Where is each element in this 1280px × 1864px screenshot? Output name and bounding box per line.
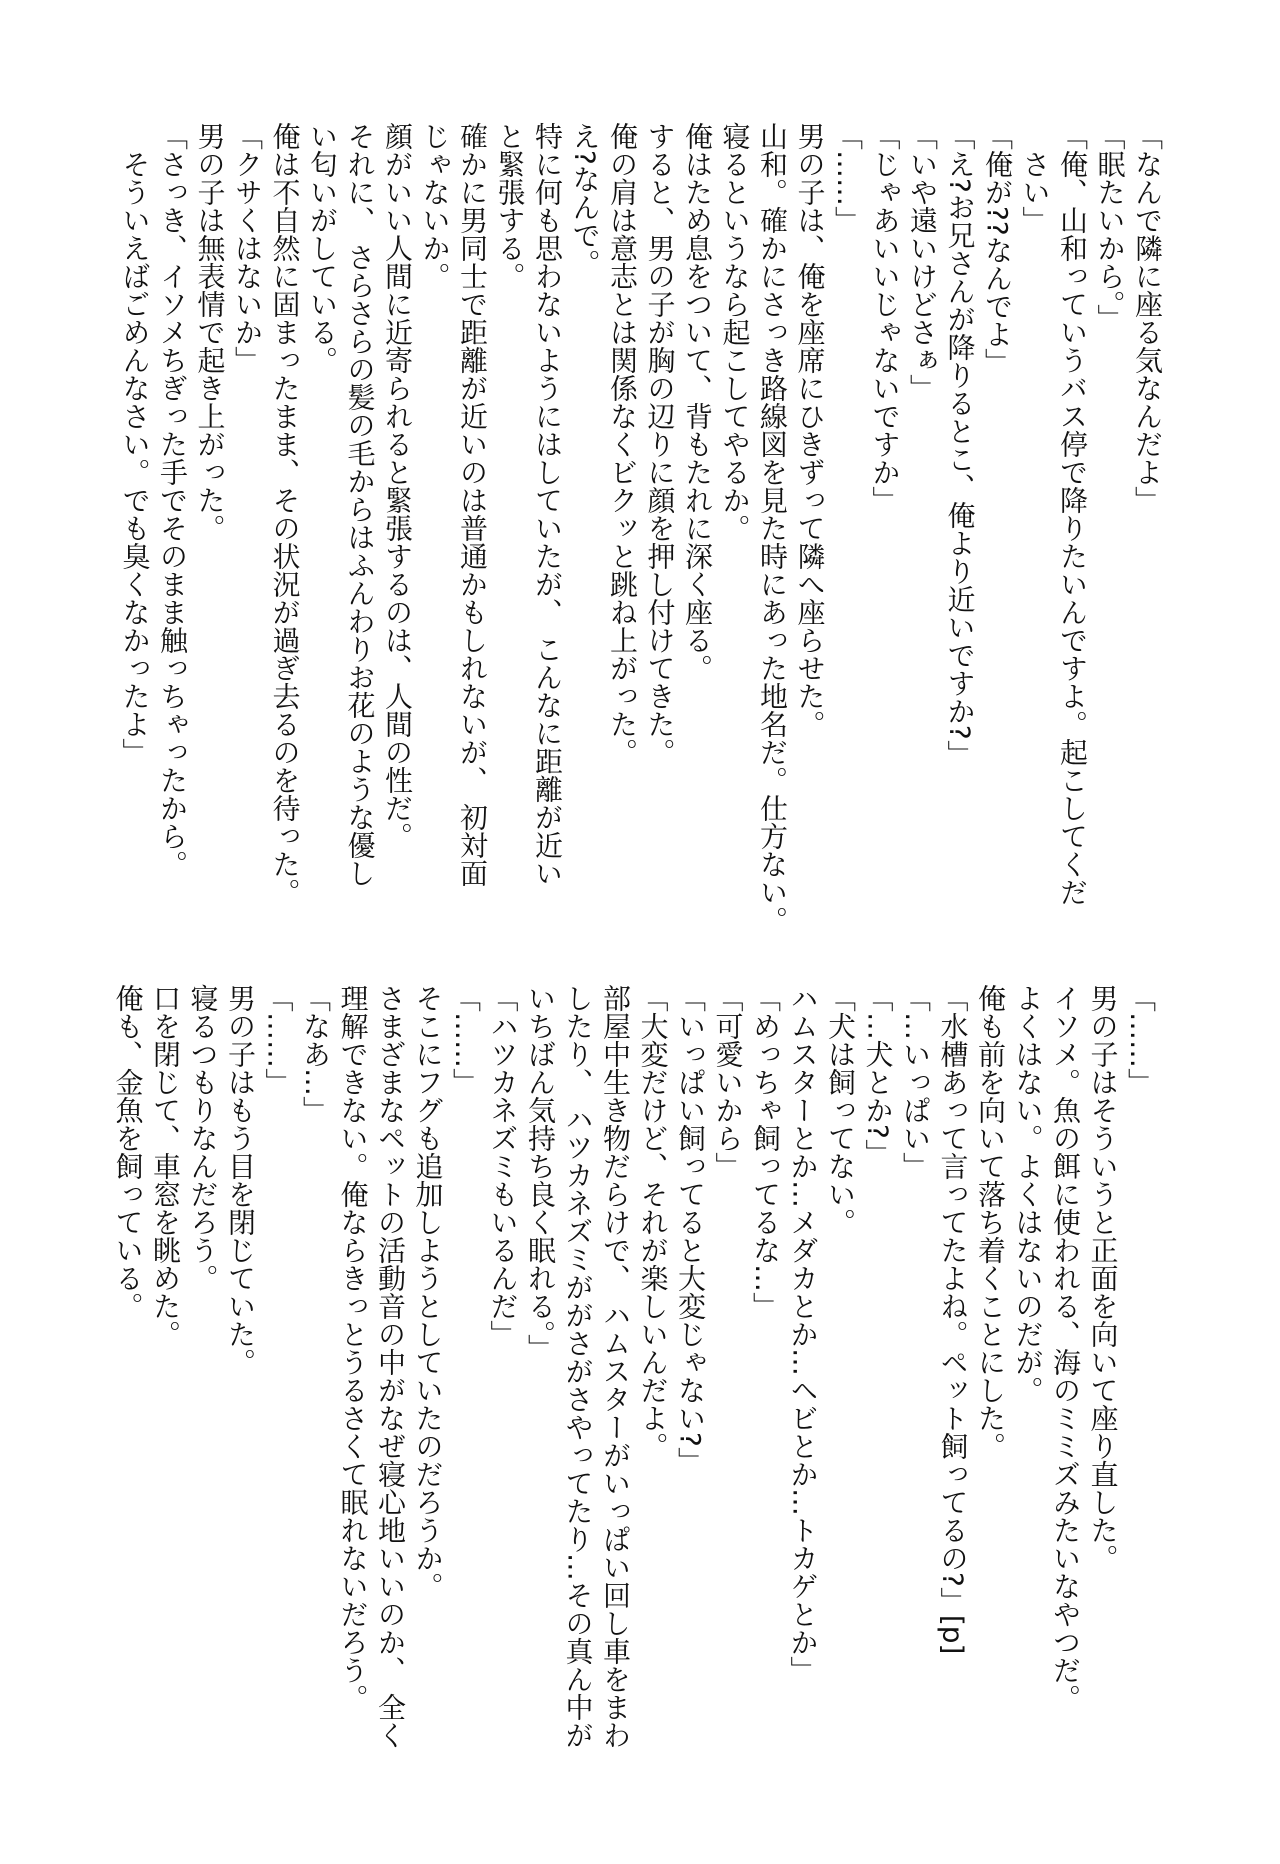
text-line: え?なんで。 — [568, 122, 602, 277]
text-line: 部屋中生き物だらけで、 ハムスターがいっぱい回し車をまわ — [599, 984, 632, 1749]
text-line: 「大変だけど、それが楽しいんだよ。 — [636, 984, 670, 1460]
text-line: 「……」 — [261, 984, 295, 1096]
text-line: 「いっぱい飼ってると大変じゃない?」 — [674, 984, 707, 1475]
text-line: 「え?お兄さんが降りるとこ、俺より近いですか?」 — [943, 122, 977, 768]
text-line: 「なあ…」 — [299, 984, 332, 1124]
text-line: 「クサくはないか」 — [231, 122, 264, 374]
text-line: 男の子は、俺を座席にひきずって隣へ座らせた。 — [793, 122, 827, 738]
text-line: 「…犬とか?」 — [861, 984, 895, 1167]
text-block-top — [116, 122, 1166, 934]
text-line: 俺は不自然に固まったまま、その状況が過ぎ去るのを待った。 — [268, 122, 302, 906]
text-line: じゃないか。 — [418, 122, 452, 290]
text-line: と緊張する。 — [493, 122, 527, 290]
text-line: したり、 ハツカネズミががさがさやってたり…その真ん中が — [561, 984, 595, 1749]
text-block-bottom — [109, 984, 1159, 1749]
text-line: 「いや遠いけどさぁ」 — [906, 122, 939, 402]
text-line: 顔がいい人間に近寄られると緊張するのは、人間の性だ。 — [381, 122, 414, 850]
text-line: ハムスターとか…メダカとか…ヘビとか…トカゲとか」 — [786, 984, 820, 1684]
text-line: 口を閉じて、車窓を眺めた。 — [149, 984, 182, 1348]
text-line: 寝るつもりなんだろう。 — [186, 984, 220, 1292]
text-line: 「……」 — [1124, 984, 1157, 1096]
text-line: さまざまなペットの活動音の中がなぜ寝心地いいのか、 全く — [374, 984, 407, 1749]
text-line: 「めっちゃ飼ってるな…」 — [749, 984, 782, 1320]
text-line: 「俺が??なんでよ」 — [981, 122, 1014, 376]
text-line: 「……」 — [449, 984, 482, 1096]
text-line: そこにフグも追加しようとしていたのだろうか。 — [411, 984, 445, 1600]
text-line: よくはない。よくはないのだが。 — [1011, 984, 1045, 1404]
text-line: 俺も前を向いて落ち着くことにした。 — [974, 984, 1007, 1460]
text-line: 確かに男同士で距離が近いのは普通かもしれないが、 初対面 — [456, 122, 489, 887]
text-line: 「眠たいから。」 — [1093, 122, 1127, 332]
text-line: いちばん気持ち良く眠れる。」 — [524, 984, 557, 1362]
text-line: 「水槽あって言ってたよね。ペット飼ってるの?」[p] — [936, 984, 970, 1655]
text-line: 俺はため息をついて、背もたれに深く座る。 — [681, 122, 714, 682]
text-line: 男の子は無表情で起き上がった。 — [193, 122, 227, 542]
text-line: 「なんで隣に座る気なんだよ」 — [1131, 122, 1164, 514]
text-line: 「……」 — [831, 122, 864, 234]
text-line: イソメ。魚の餌に使われる、海のミミズみたいなやつだ。 — [1049, 984, 1082, 1712]
text-line: 男の子はそういうと正面を向いて座り直した。 — [1086, 984, 1120, 1572]
text-line: 俺の肩は意志とは関係なくビクッと跳ね上がった。 — [606, 122, 639, 766]
text-line: さい」 — [1018, 122, 1052, 234]
text-line: 寝るというなら起こしてやるか。 — [718, 122, 752, 542]
text-line: すると、男の子が胸の辺りに顔を押し付けてきた。 — [643, 122, 677, 766]
text-line: 「可愛いから」 — [711, 984, 745, 1180]
text-line: 「俺、山和っていうバス停で降りたいんですよ。起こしてくだ — [1056, 122, 1089, 906]
text-line: い匂いがしている。 — [306, 122, 339, 374]
text-line: 特に何も思わないようにはしていたが、 こんなに距離が近い — [531, 122, 564, 887]
text-line: 理解できない。俺ならきっとうるさくて眠れないだろう。 — [336, 984, 370, 1712]
text-line: 「犬は飼ってない。 — [824, 984, 857, 1236]
text-line: そういえばごめんなさい。でも臭くなかったよ」 — [118, 122, 152, 766]
text-line: 男の子はもう目を閉じていた。 — [224, 984, 257, 1376]
text-line: それに、 さらさらの髪の毛からはふんわりお花のような優し — [343, 122, 377, 887]
text-line: 俺も、金魚を飼っている。 — [111, 984, 145, 1320]
text-line: 山和。確かにさっき路線図を見た時にあった地名だ。仕方ない。 — [756, 122, 789, 934]
text-line: 「じゃあいいじゃないですか」 — [868, 122, 902, 514]
text-line: 「…いっぱい」 — [899, 984, 932, 1180]
text-line: 「ハツカネズミもいるんだ」 — [486, 984, 520, 1348]
text-line: 「さっき、イソメちぎった手でそのまま触っちゃったから。 — [156, 122, 189, 878]
